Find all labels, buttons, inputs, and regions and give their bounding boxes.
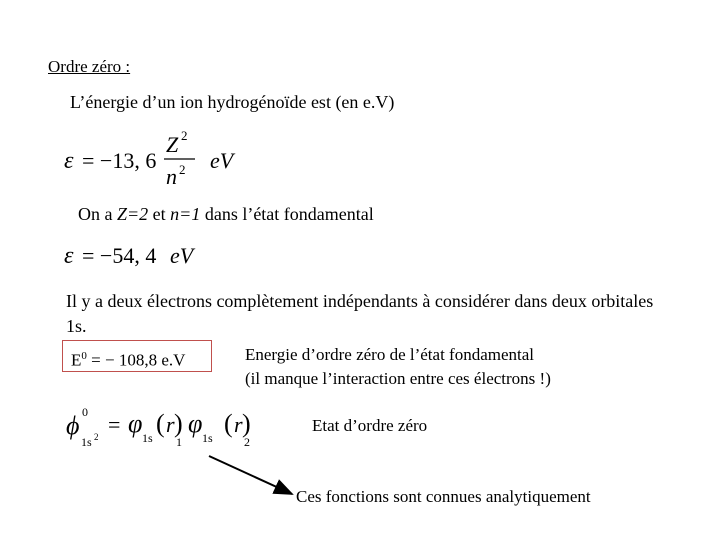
condition-n: n=1: [170, 204, 201, 224]
condition-suffix: dans l’état fondamental: [200, 204, 374, 224]
paren-open-2: (: [224, 409, 233, 438]
zero-order-energy-description: [245, 343, 551, 391]
epsilon-symbol-2: ε: [64, 243, 74, 269]
energy-symbol: E: [71, 350, 82, 370]
independent-electrons-paragraph: Il y a deux électrons complètement indépendants à considérer dans deux orbitales 1s.: [66, 291, 654, 336]
formula1-unit: eV: [210, 148, 234, 173]
energy-desc-line1: Energie d’ordre zéro de l’état fondamental: [245, 345, 535, 364]
energy-value-formula: [62, 238, 212, 274]
phi-superscript: 0: [82, 405, 88, 419]
analytic-functions-label: Ces fonctions sont connues analytiquement: [296, 487, 591, 506]
ground-state-condition: [78, 204, 374, 225]
condition-z: Z=2: [117, 204, 149, 224]
formula1-numerator: Z: [166, 132, 179, 157]
phi-subscript: 1s: [81, 435, 92, 449]
formula2-unit: eV: [170, 243, 194, 268]
phi-symbol: ϕ: [66, 411, 80, 440]
r-1: r: [166, 412, 175, 437]
zero-order-energy-box: [62, 340, 212, 372]
zero-order-state-label: Etat d’ordre zéro: [312, 416, 428, 435]
varphi-2: φ: [188, 409, 203, 438]
phi-subscript-exp: 2: [94, 432, 99, 442]
energy-intro-text: L’énergie d’un ion hydrogénoïde est (en e.V): [70, 92, 395, 112]
formula1-equals: = −13, 6: [82, 148, 157, 173]
paren-close-2: ): [242, 409, 251, 438]
condition-mid: et: [148, 204, 171, 224]
r-index-1: 1: [176, 435, 182, 449]
varphi-1-sub: 1s: [142, 431, 153, 445]
varphi-1: φ: [128, 409, 143, 438]
r-2: r: [234, 412, 243, 437]
formula1-denominator: n: [166, 164, 177, 189]
energy-value: = − 108,8 e.V: [86, 350, 186, 370]
wavefunction-formula: [62, 402, 272, 454]
energy-formula: [62, 126, 252, 196]
energy-desc-line2: (il manque l’interaction entre ces électrons !): [245, 369, 551, 388]
formula1-den-exp: 2: [179, 162, 186, 177]
energy-superscript: 0: [81, 350, 87, 362]
varphi-2-sub: 1s: [202, 431, 213, 445]
formula2-equals: = −54, 4: [82, 243, 157, 268]
paren-close-1: ): [174, 409, 183, 438]
formula3-equals: =: [108, 412, 121, 437]
section-title: Ordre zéro :: [48, 57, 131, 76]
paren-open-1: (: [156, 409, 165, 438]
r-index-2: 2: [244, 435, 250, 449]
formula1-num-exp: 2: [181, 128, 188, 143]
epsilon-symbol: ε: [64, 148, 74, 174]
condition-prefix: On a: [78, 204, 117, 224]
